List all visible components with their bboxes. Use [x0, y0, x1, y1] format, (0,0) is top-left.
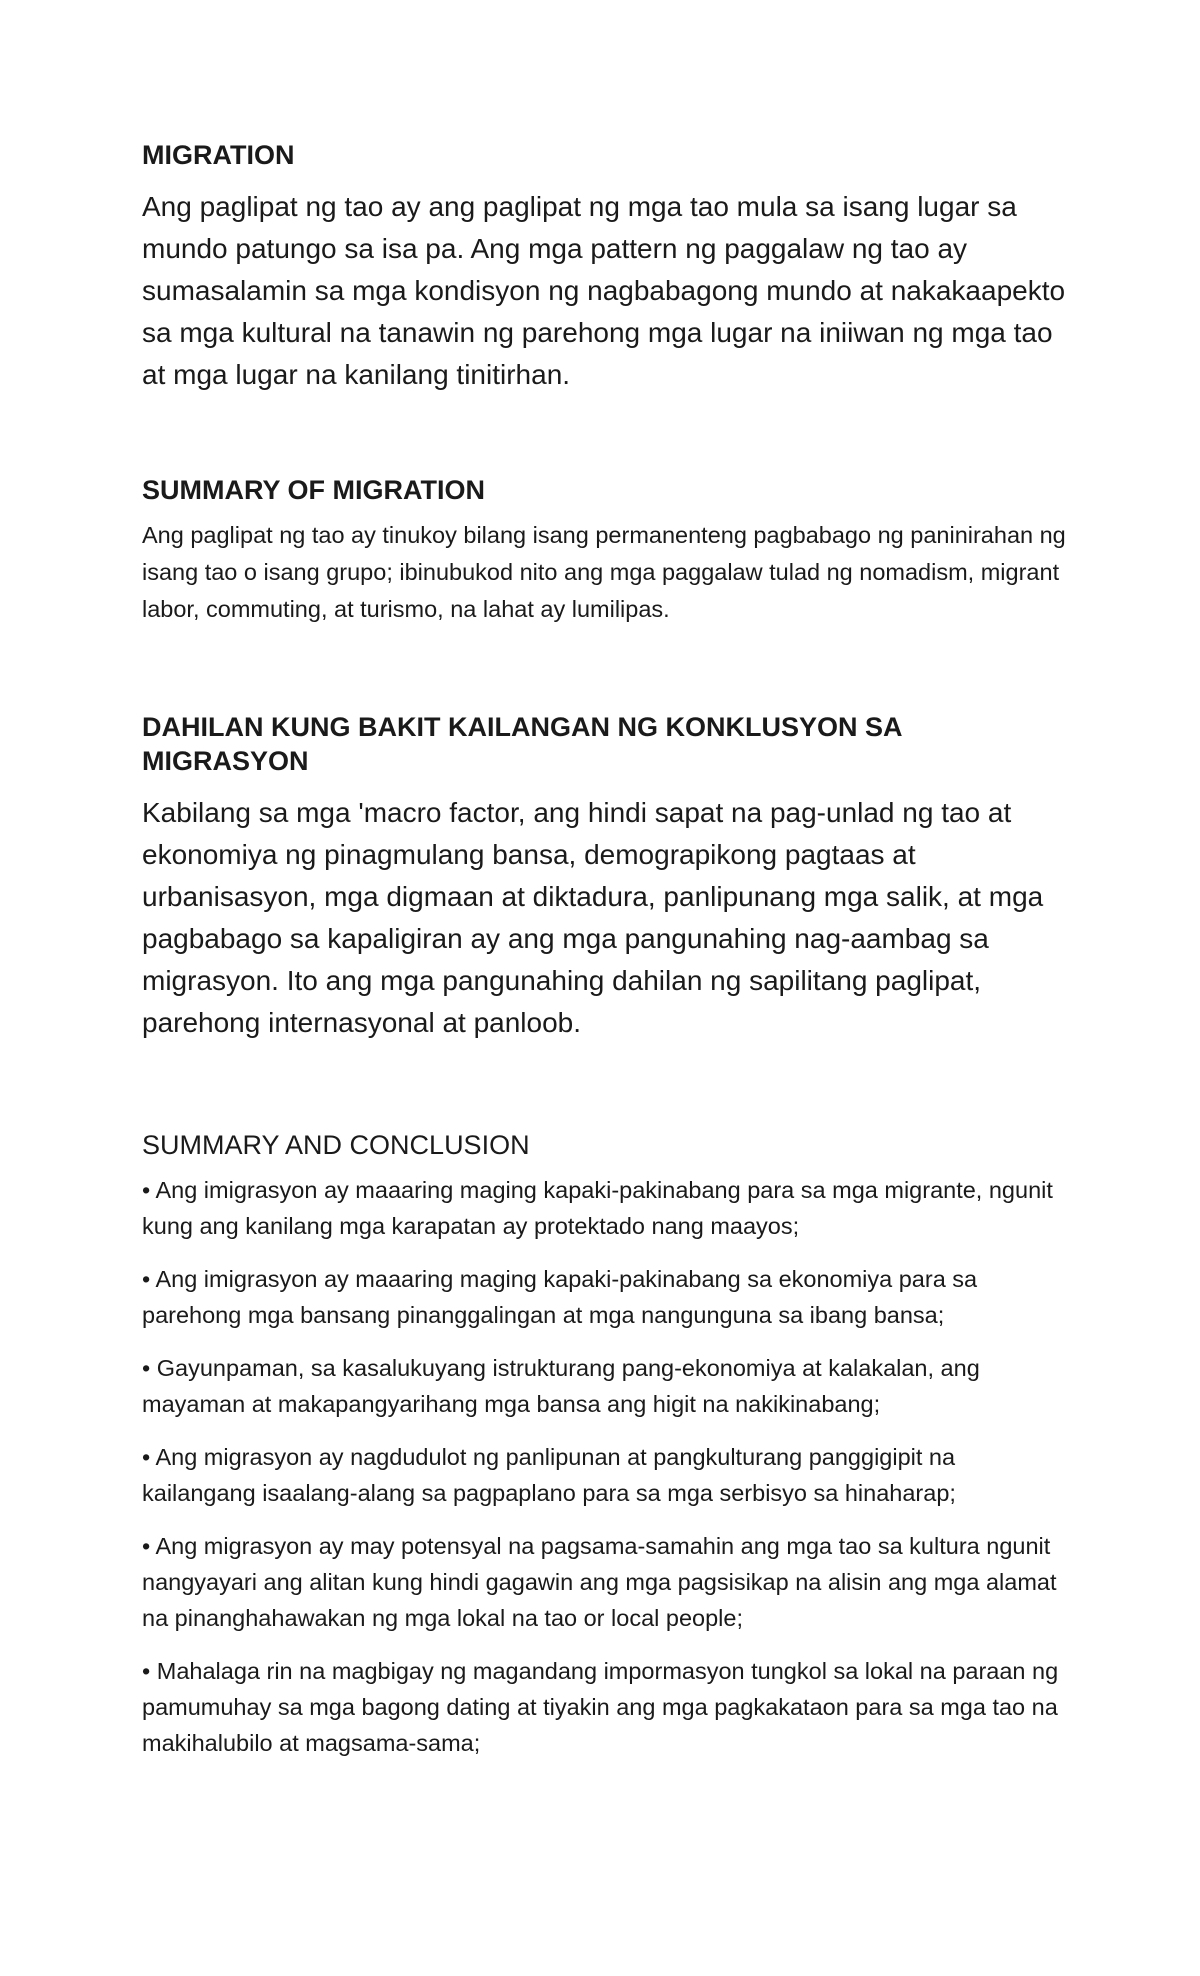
- conclusion-bullet-list: [142, 1172, 1072, 1761]
- paragraph-migration: Ang paglipat ng tao ay ang paglipat ng mga tao mula sa isang lugar sa mundo patungo sa isa pa. Ang mga pattern ng paggalaw ng tao ay sumasalamin sa mga kondisyon ng nagbabagong mundo at nakakaapekto sa mga kultural na tanawin ng parehong mga lugar na iniiwan ng mga tao at mga lugar na kanilang tinitirhan.: [142, 191, 1066, 390]
- heading-summary-and-conclusion: SUMMARY AND CONCLUSION: [142, 1130, 530, 1160]
- bullet-item: • Ang migrasyon ay may potensyal na pagsama-samahin ang mga tao sa kultura ngunit nangyayari ang alitan kung hindi gagawin ang mga pagsisikap na alisin ang mga alamat na pinanghahawakan ng mga lokal na tao or local people;: [142, 1533, 1057, 1631]
- bullet-item: • Gayunpaman, sa kasalukuyang istrukturang pang-ekonomiya at kalakalan, ang mayaman at makapangyarihang mga bansa ang higit na nakikinabang;: [142, 1355, 980, 1417]
- bullet-item: • Ang imigrasyon ay maaaring maging kapaki-pakinabang para sa mga migrante, ngunit kung ang kanilang mga karapatan ay protektado nang maayos;: [142, 1177, 1053, 1239]
- paragraph-summary-of-migration: Ang paglipat ng tao ay tinukoy bilang isang permanenteng pagbabago ng paninirahan ng isang tao o isang grupo; ibinubukod nito ang mga paggalaw tulad ng nomadism, migrant labor, commuting, at turismo, na lahat ay lumilipas.: [142, 522, 1066, 622]
- heading-migration: MIGRATION: [142, 140, 295, 170]
- bullet-item: • Ang migrasyon ay nagdudulot ng panlipunan at pangkulturang panggigipit na kailangang isaalang-alang sa pagpaplano para sa mga serbisyo sa hinaharap;: [142, 1444, 956, 1506]
- bullet-item: • Mahalaga rin na magbigay ng magandang impormasyon tungkol sa lokal na paraan ng pamumuhay sa mga bagong dating at tiyakin ang mga pagkakataon para sa mga tao na makihalubilo at magsama-sama;: [142, 1658, 1059, 1756]
- bullet-item: • Ang imigrasyon ay maaaring maging kapaki-pakinabang sa ekonomiya para sa parehong mga bansang pinanggalingan at mga nangunguna sa ibang bansa;: [142, 1266, 978, 1328]
- document-page: [142, 138, 1072, 1778]
- heading-summary-of-migration: SUMMARY OF MIGRATION: [142, 475, 485, 505]
- heading-dahilan: DAHILAN KUNG BAKIT KAILANGAN NG KONKLUSYON SA MIGRASYON: [142, 712, 902, 776]
- paragraph-dahilan: Kabilang sa mga 'macro factor, ang hindi sapat na pag-unlad ng tao at ekonomiya ng pinagmulang bansa, demograpikong pagtaas at urbanisasyon, mga digmaan at diktadura, panlipunang mga salik, at mga pagbabago sa kapaligiran ay ang mga pangunahing nag-aambag sa migrasyon. Ito ang mga pangunahing dahilan ng sapilitang paglipat, parehong internasyonal at panloob.: [142, 797, 1044, 1038]
